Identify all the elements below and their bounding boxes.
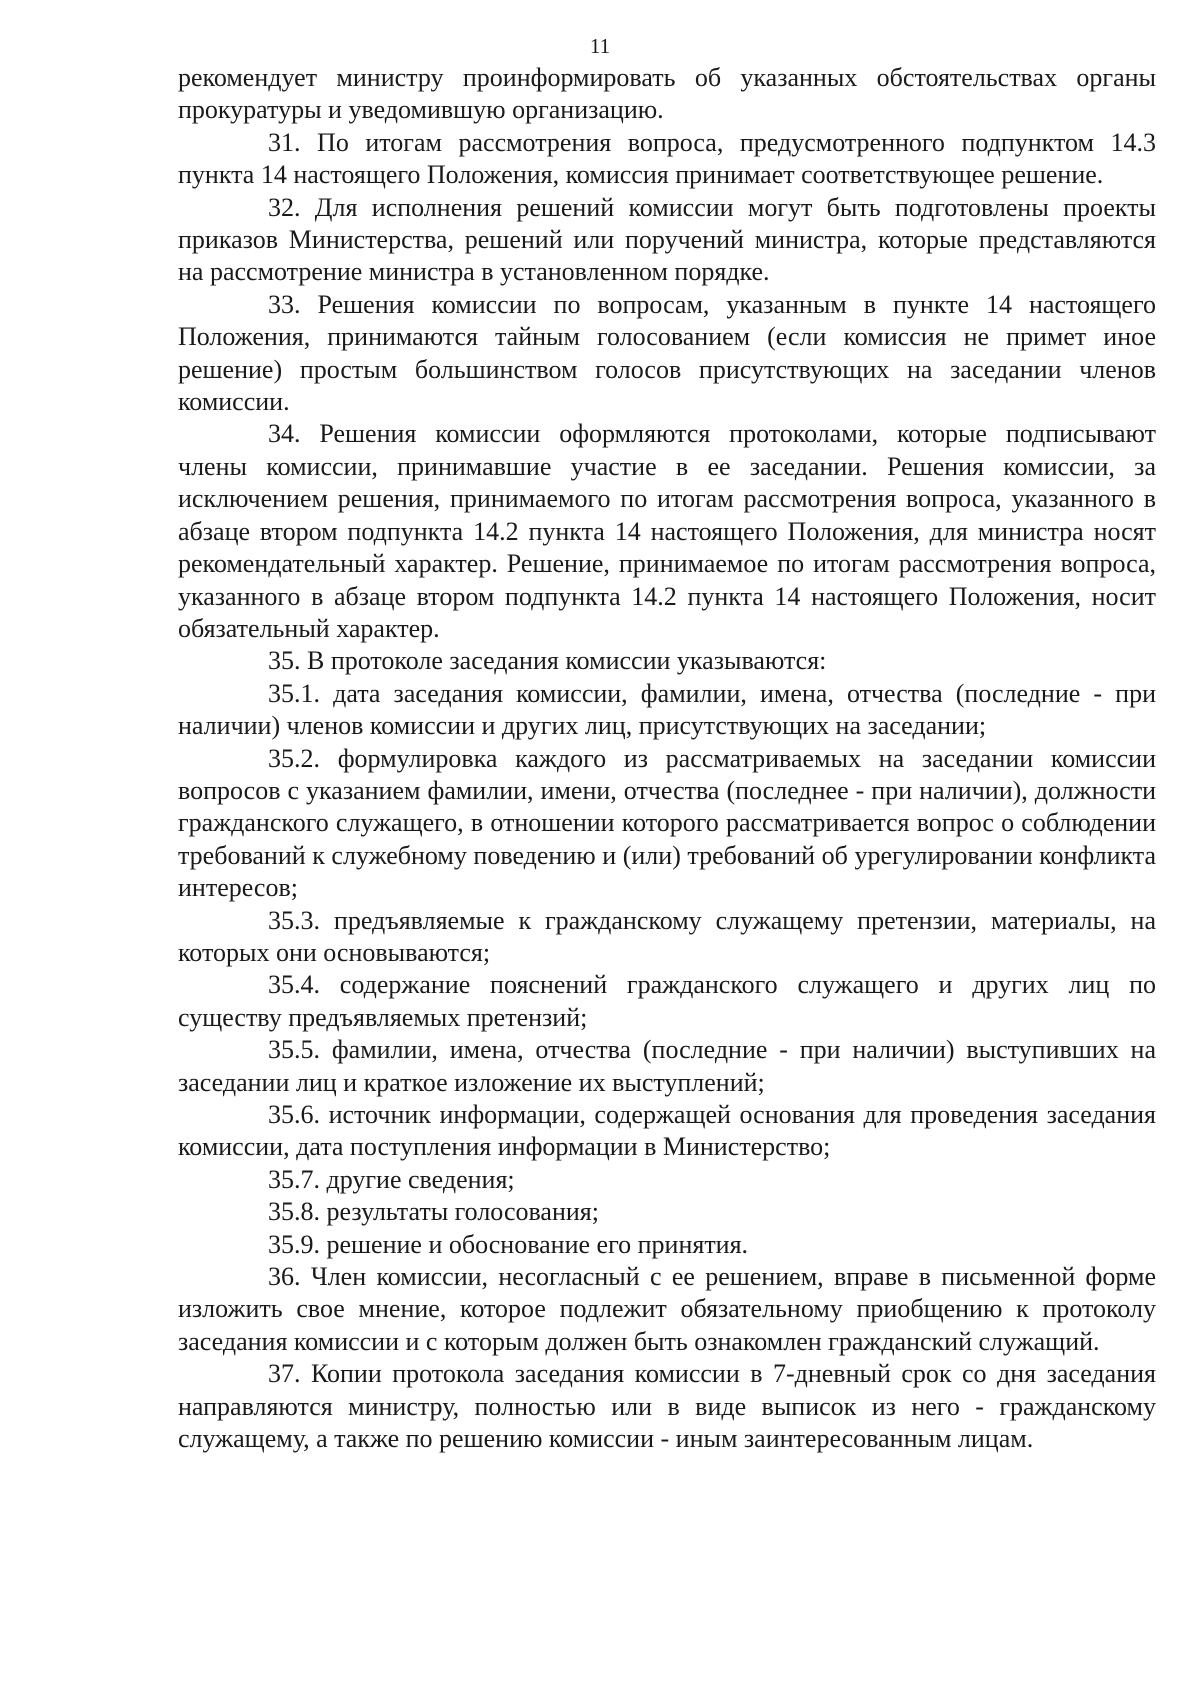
paragraph-35: 35. В протоколе заседания комиссии указываются: (268, 646, 827, 676)
paragraph-31: 31. По итогам рассмотрения вопроса, предусмотренного подпунктом 14.3 пункта 14 настоящего Положения, комиссия принимает соответствующее решение. (178, 127, 1156, 190)
paragraph-35-9: 35.9. решение и обоснование его принятия. (268, 1229, 749, 1259)
paragraph-37: 37. Копии протокола заседания комиссии в 7-дневный срок со дня заседания направляются министру, полностью или в виде выписок из него - гражданскому служащему, а также по решению комиссии - иным заинтересованным лицам. (178, 1359, 1156, 1454)
paragraph-32: 32. Для исполнения решений комиссии могут быть подготовлены проекты приказов Министерства, решений или поручений министра, которые представляются на рассмотрение министра в установленном порядке. (178, 192, 1156, 287)
paragraph-35-7: 35.7. другие сведения; (268, 1164, 515, 1194)
page-number: 11 (589, 34, 611, 58)
paragraph-34: 34. Решения комиссии оформляются протоколами, которые подписывают члены комиссии, принимавшие участие в ее заседании. Решения комиссии, за исключением решения, принимаемого по итогам рассмотрения вопроса, указанного в абзаце втором подпункта 14.2 пункта 14 настоящего Положения, для министра носят рекомендательный характер. Решение, принимаемое по итогам рассмотрения вопроса, указанного в абзаце втором подпункта 14.2 пункта 14 настоящего Положения, носит обязательный характер. (178, 419, 1156, 643)
paragraph-33: 33. Решения комиссии по вопросам, указанным в пункте 14 настоящего Положения, принимаются тайным голосованием (если комиссия не примет иное решение) простым большинством голосов присутствующих на заседании членов комиссии. (178, 289, 1156, 417)
paragraph-30-continuation: рекомендует министру проинформировать об указанных обстоятельствах органы прокуратуры и уведомившую организацию. (178, 63, 1156, 125)
paragraph-35-4: 35.4. содержание пояснений гражданского служащего и других лиц по существу предъявляемых претензий; (178, 970, 1156, 1032)
paragraph-35-8: 35.8. результаты голосования; (268, 1197, 599, 1227)
paragraph-35-3: 35.3. предъявляемые к гражданскому служащему претензии, материалы, на которых они основываются; (178, 905, 1156, 967)
paragraph-35-2: 35.2. формулировка каждого из рассматриваемых на заседании комиссии вопросов с указанием фамилии, имени, отчества (последнее - при наличии), должности гражданского служащего, в отношении которого рассматривается вопрос о соблюдении требований к служебному поведению и (или) требований об урегулировании конфликта интересов; (178, 743, 1156, 903)
paragraph-35-6: 35.6. источник информации, содержащей основания для проведения заседания комиссии, дата поступления информации в Министерство; (178, 1100, 1156, 1162)
document-body (178, 62, 1156, 1455)
paragraph-35-1: 35.1. дата заседания комиссии, фамилии, имена, отчества (последние - при наличии) членов комиссии и других лиц, присутствующих на заседании; (178, 678, 1156, 741)
paragraph-35-5: 35.5. фамилии, имена, отчества (последние - при наличии) выступивших на заседании лиц и краткое изложение их выступлений; (178, 1035, 1156, 1097)
paragraph-36: 36. Член комиссии, несогласный с ее решением, вправе в письменной форме изложить свое мнение, которое подлежит обязательному приобщению к протоколу заседания комиссии и с которым должен быть ознакомлен гражданский служащий. (178, 1262, 1156, 1356)
